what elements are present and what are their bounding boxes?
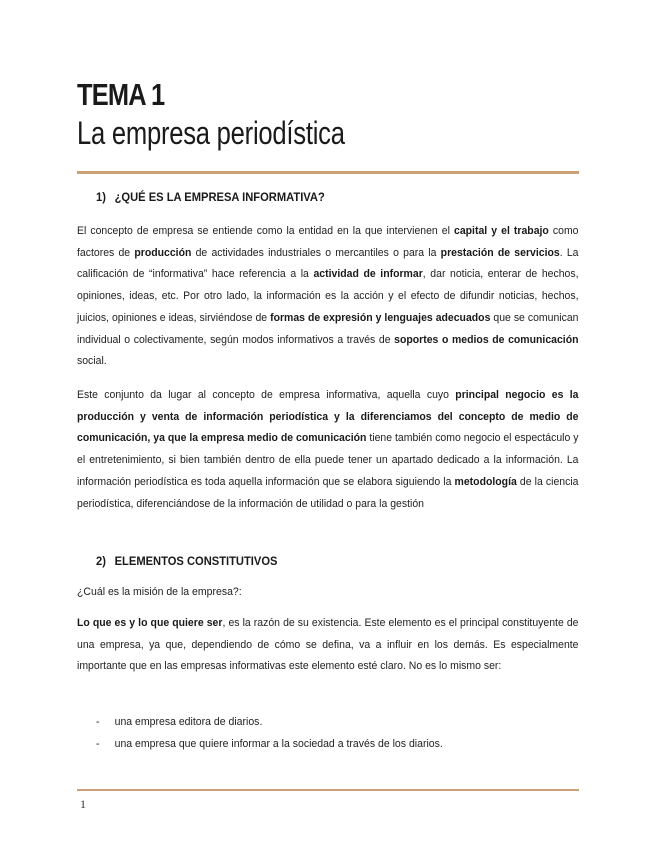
section-number: 2) bbox=[96, 554, 106, 568]
mission-question: ¿Cuál es la misión de la empresa?: bbox=[77, 586, 242, 598]
document-subtitle: La empresa periodística bbox=[77, 115, 345, 151]
paragraph-3: Lo que es y lo que quiere ser, es la razón de su existencia. Este elemento es el principal constituyente de una empresa, ya que, dependiendo de cómo se defina, va a influir en los demás. Es especialmente importante que en las empresas informativas este elemento esté claro. No es lo mismo ser: bbox=[77, 617, 579, 673]
section-heading-1 bbox=[96, 190, 325, 204]
section-heading-2 bbox=[96, 554, 277, 568]
paragraph-1: El concepto de empresa se entiende como la entidad en la que intervienen el capital y el trabajo como factores de producción de actividades industriales o mercantiles o para la prestación de servicios. La calificación de “informativa” hace referencia a la actividad de informar, dar noticia, enterar de hechos, opiniones, ideas, etc. Por otro lado, la información es la acción y el efecto de difundir noticias, hechos, juicios, opiniones e ideas, sirviéndose de formas de expresión y lenguajes adecuados que se comunican individual o colectivamente, según modos informativos a través de soportes o medios de comunicación social. bbox=[77, 225, 579, 368]
top-divider bbox=[77, 171, 579, 174]
section-title: ELEMENTOS CONSTITUTIVOS bbox=[114, 554, 278, 568]
bottom-divider bbox=[77, 789, 579, 791]
section-title: ¿QUÉ ES LA EMPRESA INFORMATIVA? bbox=[114, 190, 325, 204]
page-number: 1 bbox=[80, 797, 86, 811]
examples-list bbox=[96, 711, 443, 755]
paragraph-2: Este conjunto da lugar al concepto de empresa informativa, aquella cuyo principal negocio es la producción y venta de información periodística y la diferenciamos del concepto de medio de comunicación, ya que la empresa medio de comunicación tiene también como negocio el espectáculo y el entretenimiento, si bien también dentro de ella puede tener un apartado dedicado a la información. La información periodística es toda aquella información que se elabora siguiendo la metodología de la ciencia periodística, diferenciándose de la información de utilidad o para la gestión bbox=[77, 389, 579, 510]
list-item: - una empresa que quiere informar a la sociedad a través de los diarios. bbox=[96, 738, 443, 750]
document-title: TEMA 1 bbox=[77, 77, 165, 112]
list-item: - una empresa editora de diarios. bbox=[96, 716, 263, 728]
section-number: 1) bbox=[96, 190, 106, 204]
